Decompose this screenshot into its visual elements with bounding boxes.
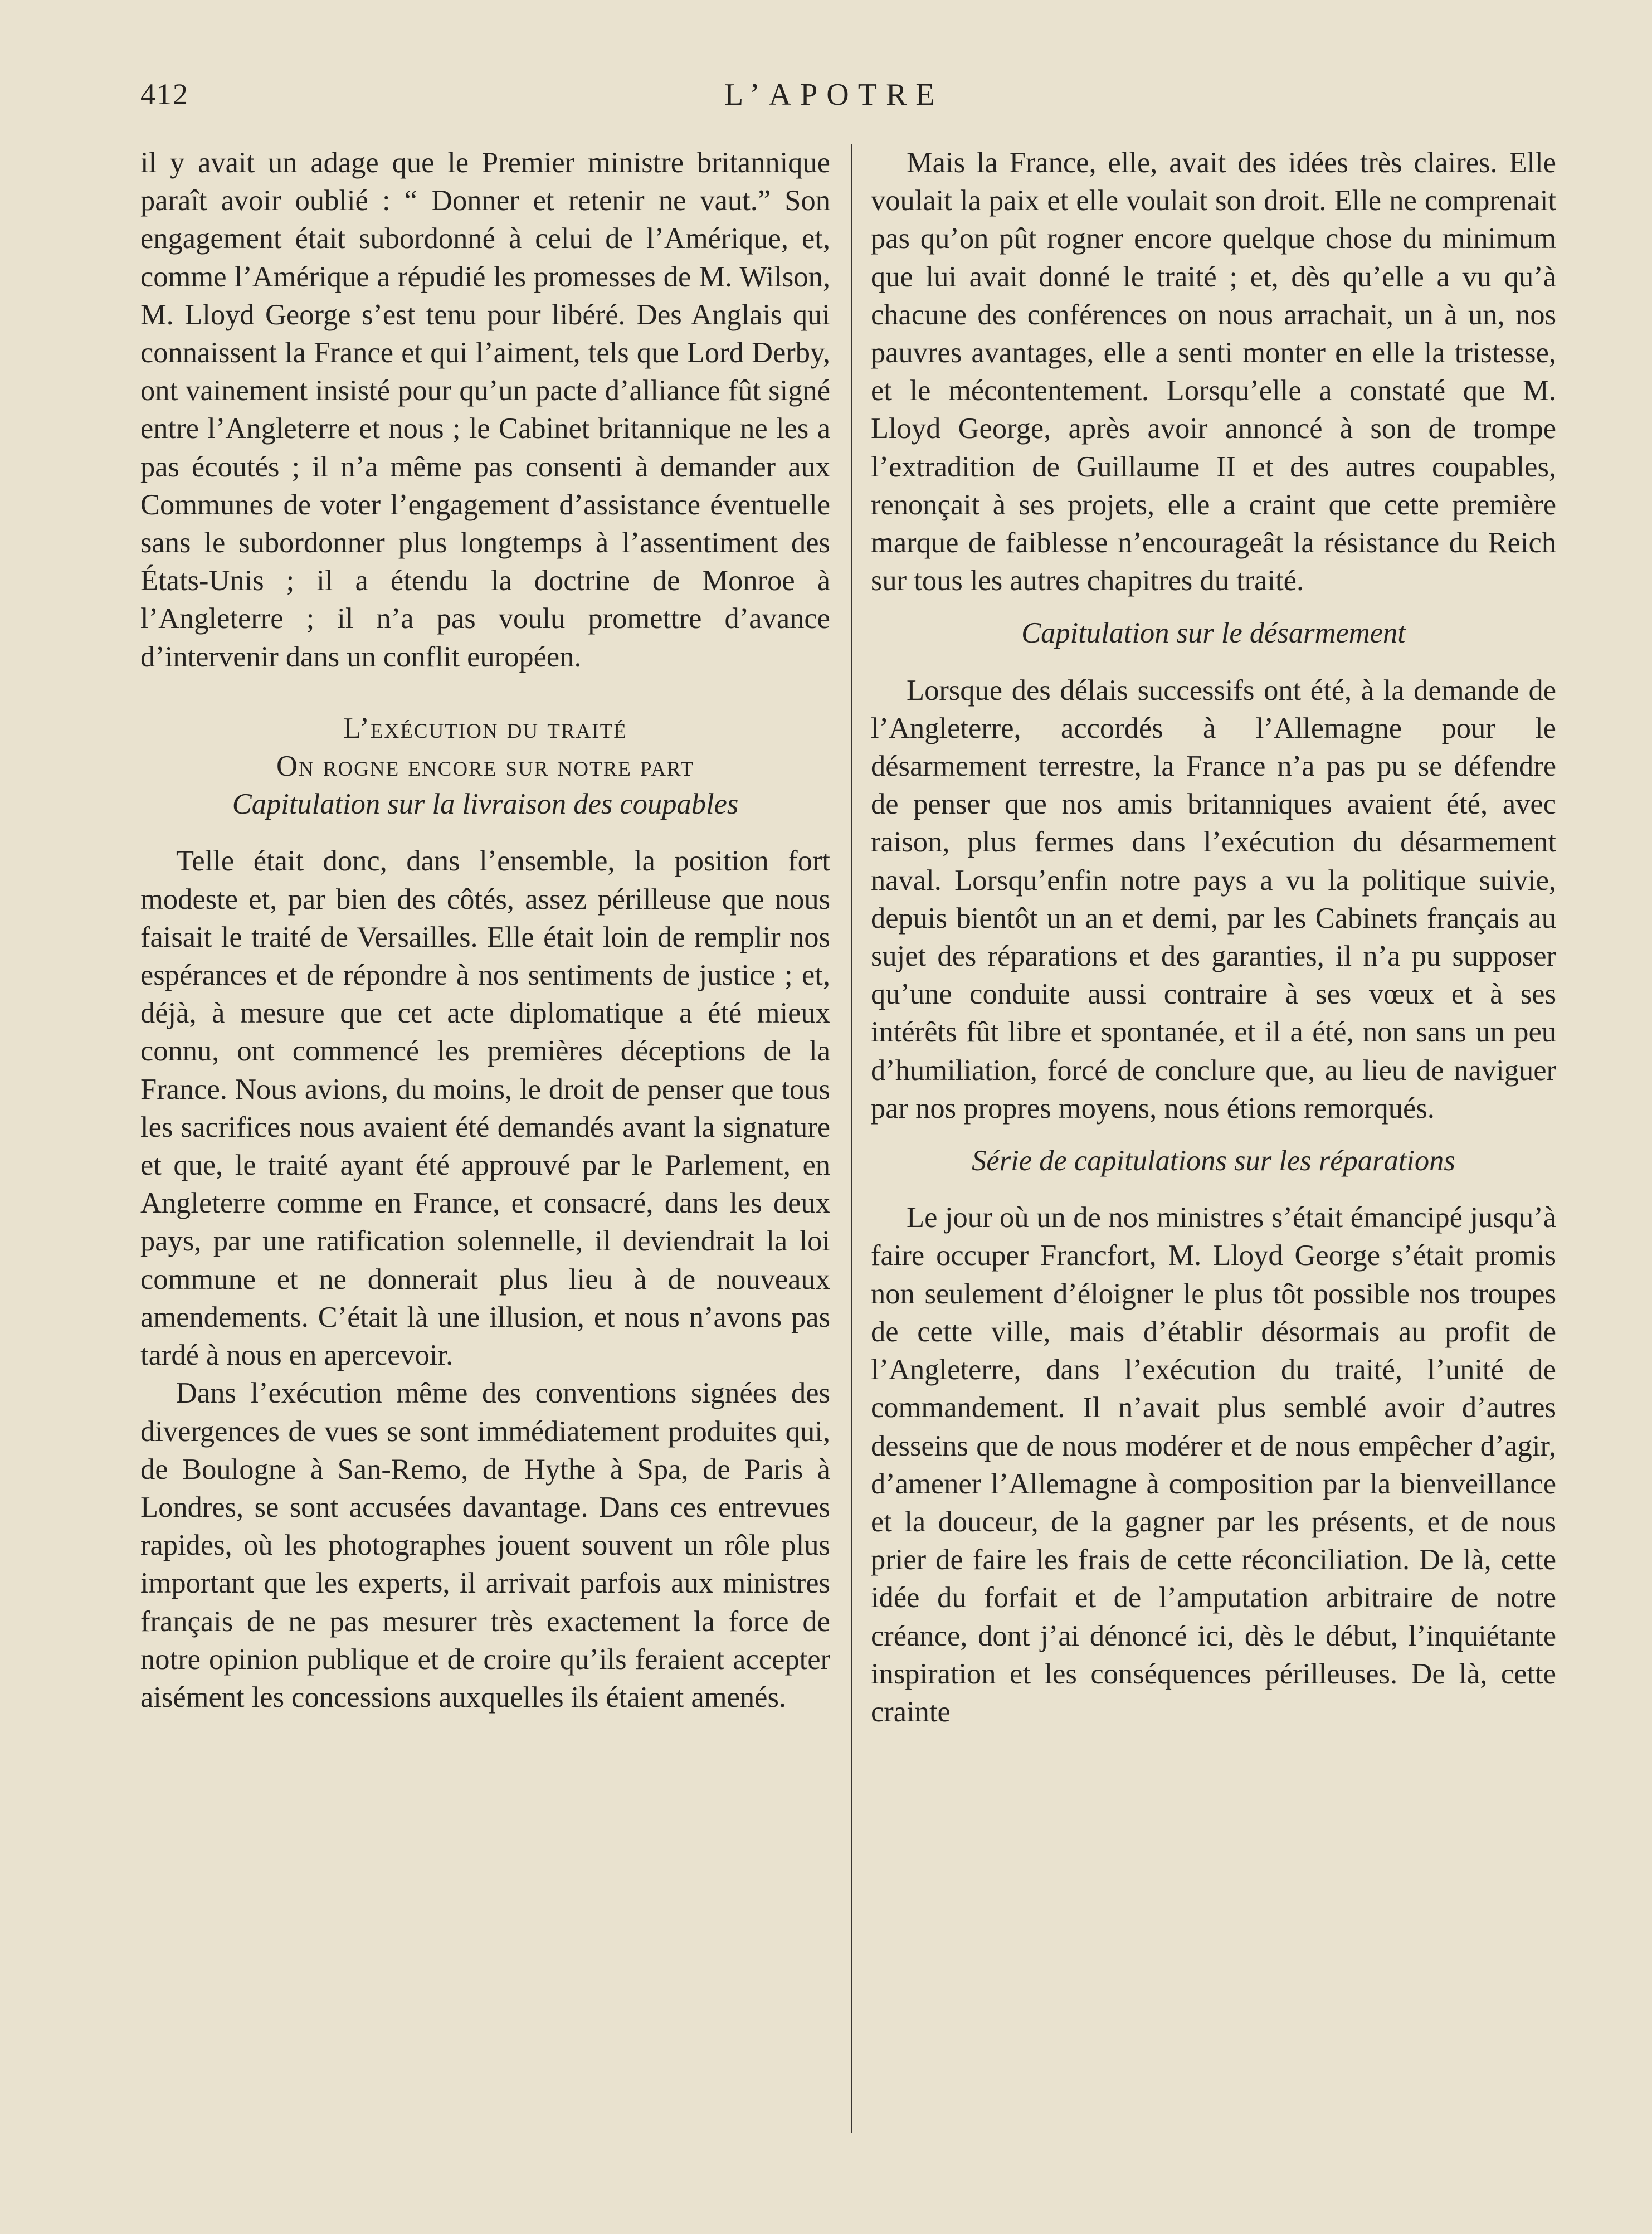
right-column [871, 144, 1556, 1731]
page-header [0, 77, 1652, 121]
running-title: L’APOTRE [724, 77, 944, 112]
paragraph: Mais la France, elle, avait des idées très claires. Elle voulait la paix et elle voulait son droit. Elle ne comprenait pas qu’on pût rogner encore quelque chose du minimum que lui avait donné le traité ; et, dès qu’elle a vu qu’à chacune des conférences on nous arrachait, un à un, nos pauvres avantages, elle a senti monter en elle la tristesse, et le mécontentement. Lorsqu’elle a constaté que M. Lloyd George, après avoir annoncé à son de trompe l’extradition de Guillaume II et des autres coupables, renonçait à ses projets, elle a craint que cette première marque de faiblesse n’encourageât la résistance du Reich sur tous les autres chapitres du traité. [871, 147, 1556, 597]
spacer [871, 600, 1556, 614]
paragraph: Telle était donc, dans l’ensemble, la position fort modeste et, par bien des côtés, assez périlleuse que nous faisait le traité de Versailles. Elle était loin de remplir nos espérances et de répondre à nos sentiments de justice ; et, déjà, à mesure que cet acte diplomatique a été mieux connu, ont commencé les premières déceptions de la France. Nous avions, du moins, le droit de penser que tous les sacrifices nous avaient été demandés avant la signature et que, le traité ayant été approuvé par le Parlement, en Angleterre comme en France, et consacré, dans les deux pays, par une ratification solennelle, il deviendrait la loi commune et ne donnerait plus lieu à de nouveaux amendements. C’était là une illusion, et nous n’avons pas tardé à nous en apercevoir. [140, 845, 830, 1372]
section-heading: L’exécution du traité [343, 712, 627, 744]
spacer [871, 653, 1556, 671]
page-number: 412 [140, 77, 189, 111]
spacer [871, 1180, 1556, 1199]
paragraph: il y avait un adage que le Premier ministre britannique paraît avoir oublié : “ Donner et retenir ne vaut.” Son engagement était subordonné à celui de l’Amérique, et, comme l’Amérique a répudié les promesses de M. Wilson, M. Lloyd George s’est tenu pour libéré. Des Anglais qui connaissent la France et qui l’aiment, tels que Lord Derby, ont vainement insisté pour qu’un pacte d’alliance fût signé entre l’Angleterre et nous ; le Cabinet britannique ne les a pas écoutés ; il n’a même pas consenti à demander aux Communes de voter l’engagement d’assistance éventuelle sans le subordonner plus longtemps à l’assentiment des États-Unis ; il a étendu la doctrine de Monroe à l’Angleterre ; il n’a pas voulu promettre d’avance d’intervenir dans un conflit européen. [140, 147, 830, 673]
paragraph: Le jour où un de nos ministres s’était émancipé jusqu’à faire occuper Francfort, M. Lloyd George s’était promis non seulement d’éloigner le plus tôt possible nos troupes de cette ville, mais d’établir désormais au profit de l’Angleterre, dans l’exécution du traité, l’unité de commandement. Il n’avait plus semblé avoir d’autres desseins que de nous modérer et de nous empêcher d’agir, d’amener l’Allemagne à composition par la bienveillance et la douceur, de la gagner par les présents, et de nous prier de faire les frais de cette réconciliation. De là, cette idée du forfait et de l’amputation arbitraire de notre créance, dont j’ai dénoncé ici, dès le début, l’inquiétante inspiration et les conséquences périlleuses. De là, cette crainte [871, 1201, 1556, 1728]
left-column [140, 144, 830, 1716]
italic-subheading: Capitulation sur le désarmement [1021, 617, 1406, 650]
italic-subheading: Capitulation sur la livraison des coupables [232, 788, 739, 821]
paragraph: Lorsque des délais successifs ont été, à la demande de l’Angleterre, accordés à l’Allemagne pour le désarmement terrestre, la France n’a pas pu se défendre de penser que nos amis britanniques avaient été, avec raison, plus fermes dans l’exécution du désarmement naval. Lorsqu’enfin notre pays a vu la politique suivie, depuis bientôt un an et demi, par les Cabinets français au sujet des réparations et des garanties, il n’a pu supposer qu’une conduite aussi contraire à ses vœux et à ses intérêts fût libre et spontanée, et il a été, non sans un peu d’humiliation, forcé de conclure que, au lieu de naviguer par nos propres moyens, nous étions remorqués. [871, 674, 1556, 1125]
column-divider [851, 144, 852, 2133]
paragraph: Dans l’exécution même des conventions signées des divergences de vues se sont immédiatement produites qui, de Boulogne à San-Remo, de Hythe à Spa, de Paris à Londres, se sont accusées davantage. Dans ces entrevues rapides, où les photographes jouent souvent un rôle plus important que les experts, il arrivait parfois aux ministres français de ne pas mesurer très exactement la force de notre opinion publique et de croire qu’ils feraient accepter aisément les concessions auxquelles ils étaient amenés. [140, 1377, 830, 1714]
spacer [140, 823, 830, 842]
italic-subheading: Série de capitulations sur les réparations [972, 1145, 1455, 1177]
spacer [871, 1127, 1556, 1142]
spacer [140, 676, 830, 709]
section-subheading: On rogne encore sur notre part [276, 750, 694, 783]
